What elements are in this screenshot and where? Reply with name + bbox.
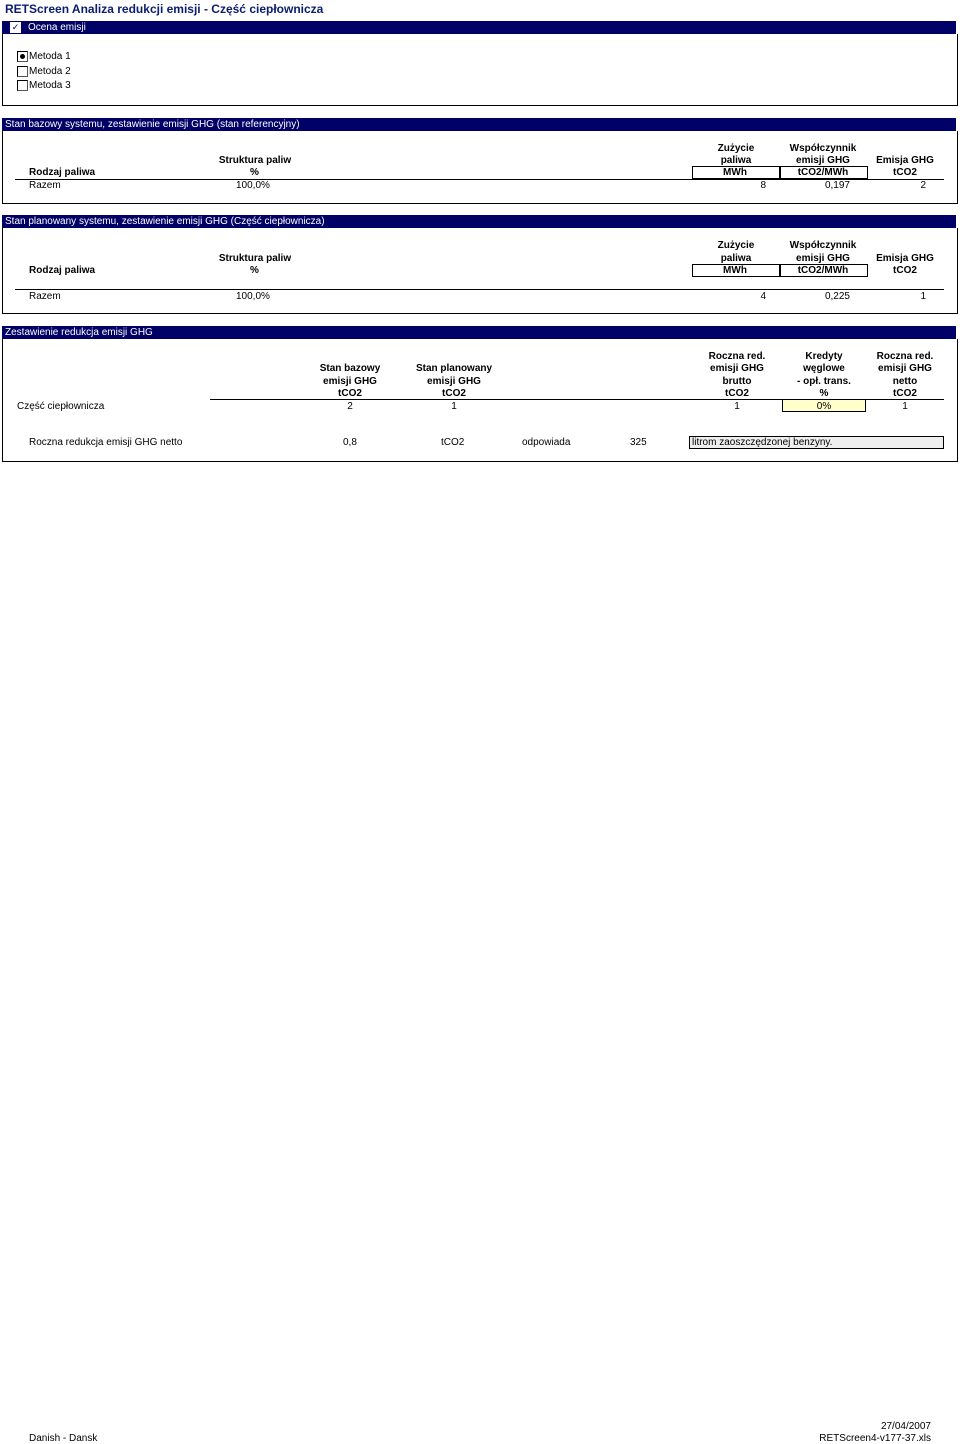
equivalent-label: odpowiada (522, 437, 571, 448)
bazowy-col-emission-2: tCO2 (893, 167, 917, 178)
zest-col-base-1: Stan bazowy (319, 363, 381, 374)
planowany-total-use: 4 (760, 291, 766, 302)
zest-col-credit-1: Kredyty (805, 351, 843, 362)
planowany-col-emission-2: tCO2 (893, 265, 917, 276)
ocena-panel (2, 34, 958, 106)
bazowy-total-struct: 100,0% (236, 180, 270, 191)
net-reduction-value: 0,8 (343, 437, 357, 448)
section-header-ocena (2, 21, 956, 34)
bazowy-total-factor: 0,197 (824, 180, 850, 191)
planowany-col-emission-1: Emisja GHG (876, 253, 934, 264)
bazowy-total-label: Razem (29, 180, 61, 191)
section-header-zestawienie (2, 326, 956, 339)
zest-row-credit: 0% (816, 401, 832, 412)
method-1-radio[interactable] (17, 51, 28, 62)
method-3-label: Metoda 3 (29, 80, 71, 91)
zest-col-gross-2: emisji GHG (710, 363, 764, 374)
method-2-radio[interactable] (17, 66, 28, 77)
planowany-col-factor-1: Współczynnik (789, 240, 857, 251)
section-header-planowany (2, 215, 956, 228)
equivalent-unit: litrom zaoszczędzonej benzyny. (692, 437, 833, 448)
zest-col-gross-4: tCO2 (725, 388, 749, 399)
planowany-col-use-3: MWh (723, 265, 747, 276)
zest-col-net-3: netto (892, 376, 918, 387)
footer-language: Danish - Dansk (29, 1433, 98, 1444)
planowany-col-factor-3: tCO2/MWh (797, 265, 849, 276)
zest-row-base: 2 (347, 401, 353, 412)
zest-row-plan: 1 (451, 401, 457, 412)
footer-date: 27/04/2007 (880, 1421, 931, 1432)
zest-col-plan-3: tCO2 (442, 388, 466, 399)
net-reduction-label: Roczna redukcja emisji GHG netto (29, 437, 183, 448)
zest-col-gross-3: brutto (722, 376, 752, 387)
bazowy-col-use-1: Zużycie (717, 143, 755, 154)
planowany-total-factor: 0,225 (824, 291, 850, 302)
method-2-label: Metoda 2 (29, 66, 71, 77)
footer-file: RETScreen4-v177-37.xls (819, 1433, 931, 1444)
zest-row-net: 1 (902, 401, 908, 412)
zest-col-base-3: tCO2 (338, 388, 362, 399)
planowany-rule (15, 289, 944, 290)
zest-col-plan-1: Stan planowany (415, 363, 493, 374)
net-reduction-unit: tCO2 (441, 437, 465, 448)
zest-row-label: Część ciepłownicza (17, 401, 105, 412)
bazowy-col-factor-3: tCO2/MWh (797, 167, 849, 178)
bazowy-col-factor-1: Współczynnik (789, 143, 857, 154)
planowany-total-label: Razem (29, 291, 61, 302)
planowany-col-struct-1: Struktura paliw (218, 253, 292, 264)
zest-col-base-2: emisji GHG (323, 376, 377, 387)
bazowy-total-emission: 2 (920, 180, 926, 191)
zest-col-credit-3: - opł. trans. (797, 376, 851, 387)
planowany-col-fuel: Rodzaj paliwa (29, 265, 96, 276)
planowany-col-use-2: paliwa (720, 253, 752, 264)
bazowy-col-struct-2: % (250, 167, 259, 178)
bazowy-total-use: 8 (760, 180, 766, 191)
zest-col-net-4: tCO2 (893, 388, 917, 399)
planowany-col-use-1: Zużycie (717, 240, 755, 251)
equivalent-value: 325 (630, 437, 647, 448)
planowany-total-struct: 100,0% (236, 291, 270, 302)
bazowy-col-struct-1: Struktura paliw (218, 155, 292, 166)
page-title: RETScreen Analiza redukcji emisji - Część ciepłownicza (5, 2, 324, 16)
bazowy-col-use-2: paliwa (720, 155, 752, 166)
bazowy-col-emission-1: Emisja GHG (876, 155, 934, 166)
zest-col-credit-4: % (819, 388, 829, 399)
zest-row-gross: 1 (734, 401, 740, 412)
ocena-checkbox[interactable]: ✓ (11, 22, 20, 32)
zest-col-plan-2: emisji GHG (427, 376, 481, 387)
bazowy-header-label: Stan bazowy systemu, zestawienie emisji GHG (stan referencyjny) (5, 119, 300, 130)
zestawienie-header-label: Zestawienie redukcja emisji GHG (5, 327, 153, 338)
ocena-header-label: Ocena emisji (28, 22, 86, 33)
bazowy-col-use-3: MWh (723, 167, 747, 178)
zest-col-net-2: emisji GHG (878, 363, 932, 374)
planowany-total-emission: 1 (920, 291, 926, 302)
planowany-col-struct-2: % (250, 265, 259, 276)
zest-col-gross-1: Roczna red. (708, 351, 766, 362)
section-header-bazowy (2, 118, 956, 131)
zest-col-credit-2: węglowe (803, 363, 845, 374)
method-1-label: Metoda 1 (29, 51, 71, 62)
bazowy-col-factor-2: emisji GHG (796, 155, 850, 166)
planowany-col-factor-2: emisji GHG (796, 253, 850, 264)
bazowy-col-fuel: Rodzaj paliwa (29, 167, 96, 178)
method-3-radio[interactable] (17, 80, 28, 91)
zest-col-net-1: Roczna red. (876, 351, 934, 362)
planowany-header-label: Stan planowany systemu, zestawienie emisji GHG (Część ciepłownicza) (5, 216, 325, 227)
